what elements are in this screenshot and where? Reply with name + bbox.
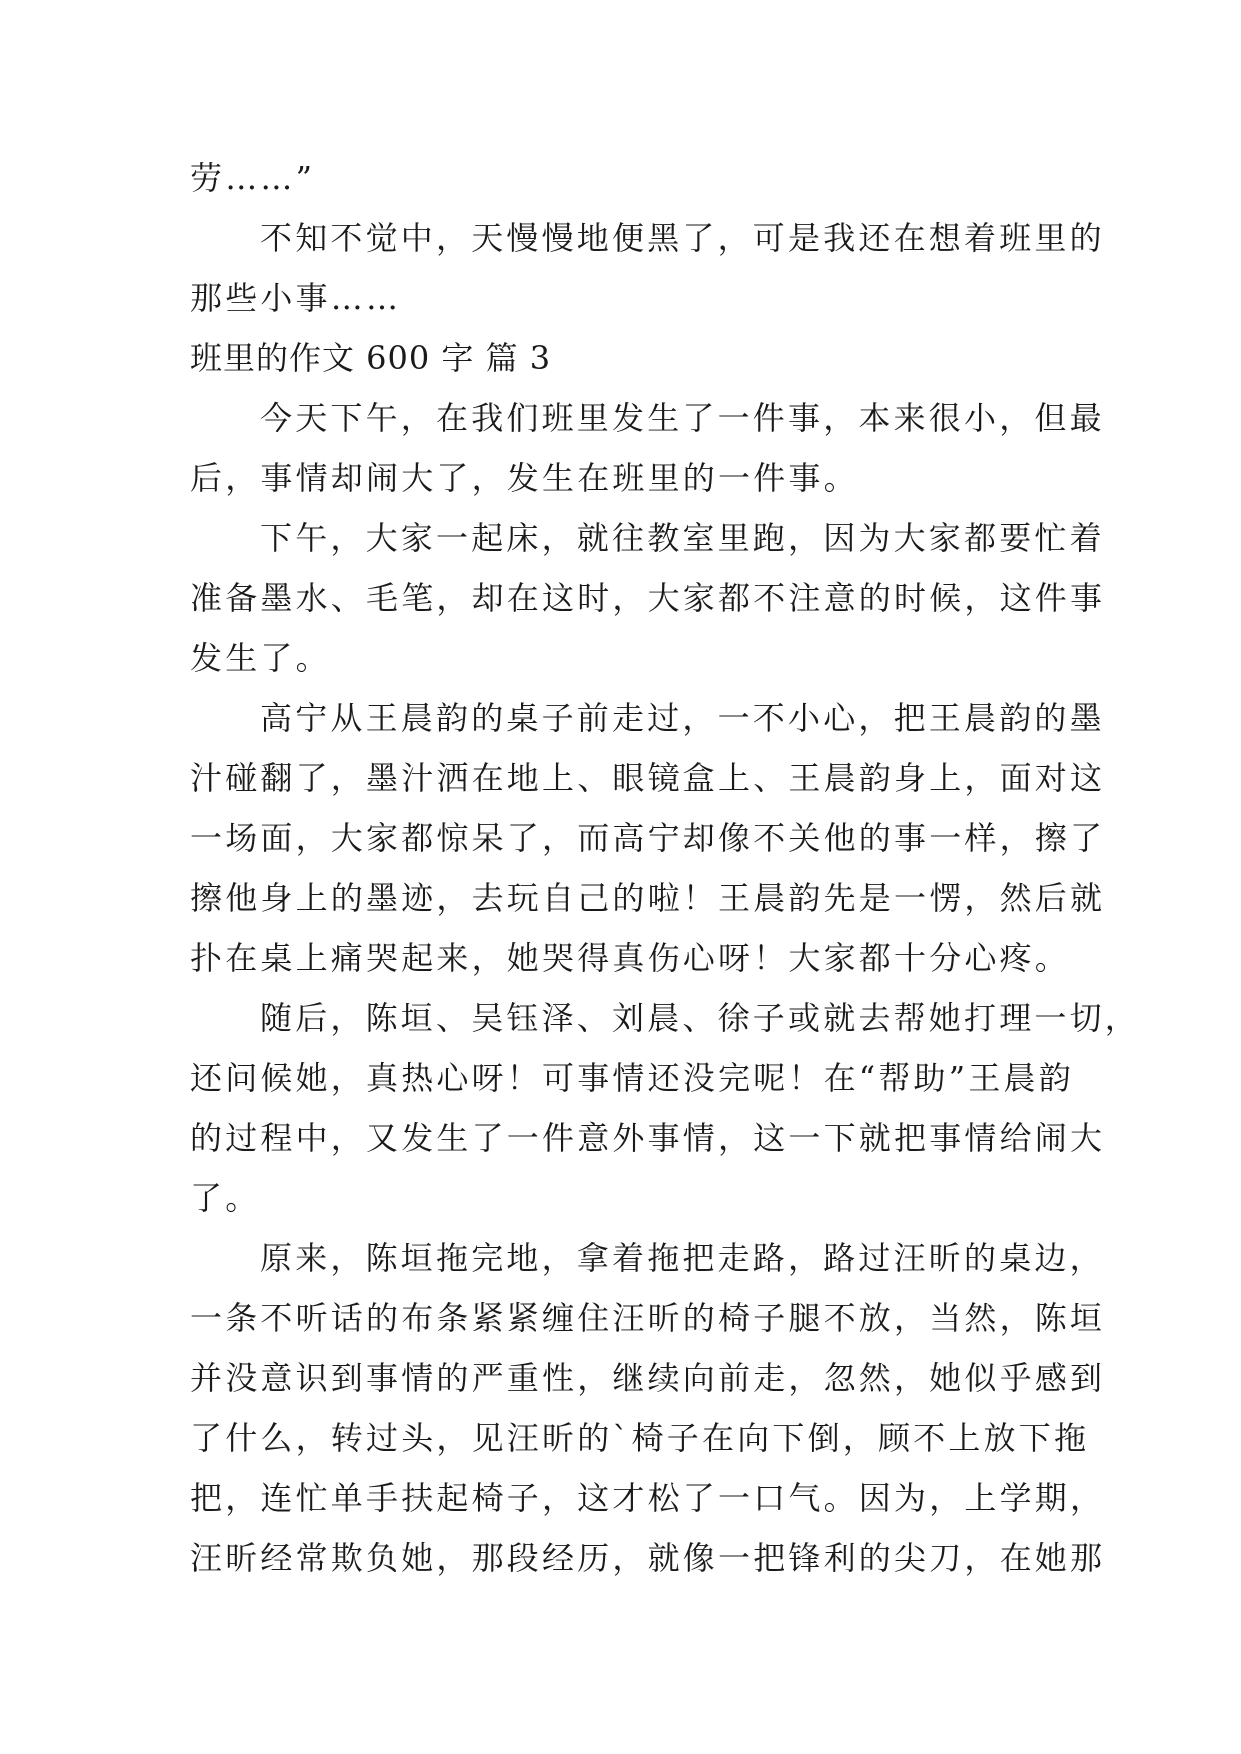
- text-line: 了。: [190, 1179, 261, 1217]
- text-line: 发生了。: [190, 639, 331, 677]
- section-heading: 班里的作文 600 字 篇 3: [190, 339, 552, 377]
- text-line: 劳……”: [190, 159, 316, 197]
- text-line: 那些小事……: [190, 279, 402, 317]
- text-line: 准备墨水、毛笔，却在这时，大家都不注意的时候，这件事: [190, 579, 1106, 617]
- text-line: 下午，大家一起床，就往教室里跑，因为大家都要忙着: [260, 519, 1105, 557]
- text-line: 后，事情却闹大了，发生在班里的一件事。: [190, 459, 859, 497]
- text-line: 今天下午，在我们班里发生了一件事，本来很小，但最: [260, 399, 1105, 437]
- text-line: 高宁从王晨韵的桌子前走过，一不小心，把王晨韵的墨: [260, 699, 1105, 737]
- text-line: 原来，陈垣拖完地，拿着拖把走路，路过汪昕的桌边，: [260, 1239, 1105, 1277]
- text-line: 一条不听话的布条紧紧缠住汪昕的椅子腿不放，当然，陈垣: [190, 1299, 1106, 1337]
- text-line: 一场面，大家都惊呆了，而高宁却像不关他的事一样，擦了: [190, 819, 1106, 857]
- text-line: 扑在桌上痛哭起来，她哭得真伤心呀！大家都十分心疼。: [190, 939, 1071, 977]
- text-line: 擦他身上的墨迹，去玩自己的啦！王晨韵先是一愣，然后就: [190, 879, 1106, 917]
- text-line: 汪昕经常欺负她，那段经历，就像一把锋利的尖刀，在她那: [190, 1539, 1106, 1577]
- document-body: [190, 148, 1141, 1588]
- text-line: 不知不觉中，天慢慢地便黑了，可是我还在想着班里的: [260, 219, 1105, 257]
- text-line: 还问候她，真热心呀！可事情还没完呢！在“帮助”王晨韵: [190, 1059, 1074, 1097]
- text-line: 把，连忙单手扶起椅子，这才松了一口气。因为，上学期，: [190, 1479, 1106, 1517]
- text-line: 的过程中，又发生了一件意外事情，这一下就把事情给闹大: [190, 1119, 1106, 1157]
- text-line: 了什么，转过头，见汪昕的`椅子在向下倒，顾不上放下拖: [190, 1419, 1090, 1457]
- text-line: 汁碰翻了，墨汁洒在地上、眼镜盒上、王晨韵身上，面对这: [190, 759, 1106, 797]
- text-line: 并没意识到事情的严重性，继续向前走，忽然，她似乎感到: [190, 1359, 1106, 1397]
- text-line: 随后，陈垣、吴钰泽、刘晨、徐子或就去帮她打理一切，: [260, 999, 1141, 1037]
